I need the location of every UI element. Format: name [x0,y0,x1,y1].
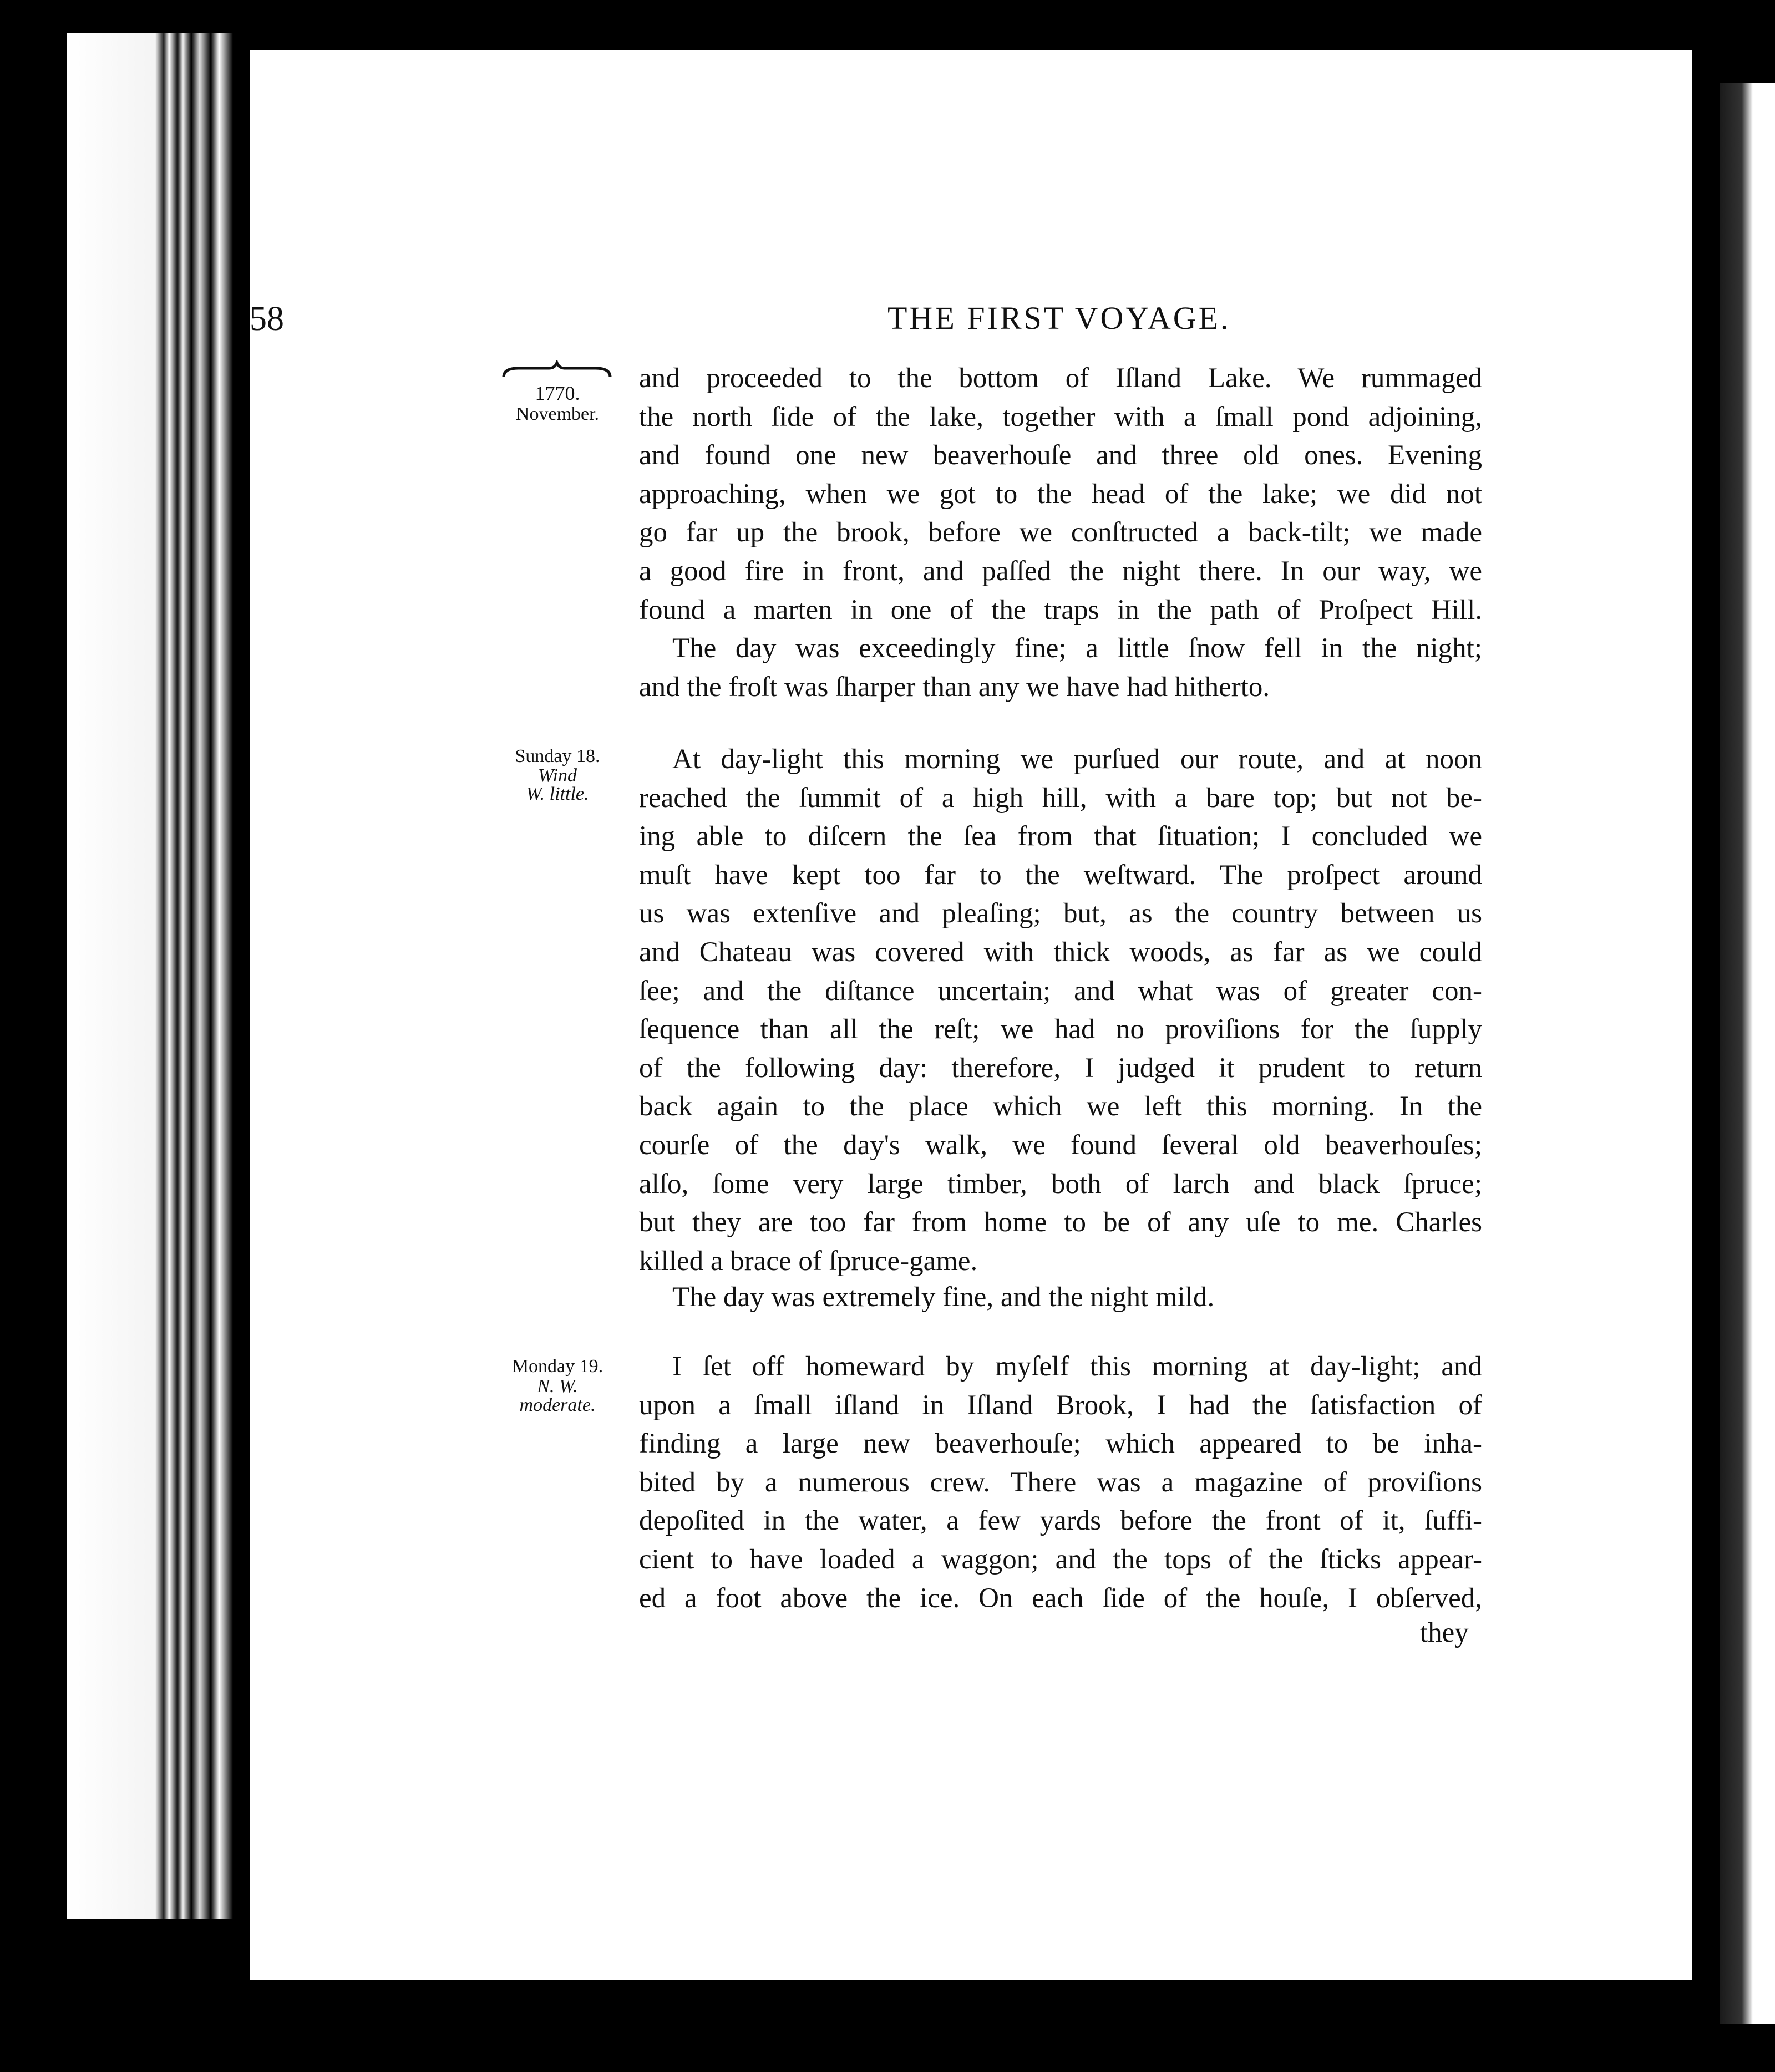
text-line: reached the ſummit of a high hill, with a bare top; but not be- [639,782,1482,814]
text-line: a good fire in front, and paſſed the night there. In our way, we [639,555,1482,587]
paragraph-5 [639,1348,1482,1618]
catchword: they [1420,1617,1469,1648]
book-page-edges [67,33,250,1919]
running-title: THE FIRST VOYAGE. [888,300,1231,336]
text-line: cient to have loaded a waggon; and the tops of the ſticks appear- [639,1543,1482,1575]
text-line: go far up the brook, before we conſtructed a back-tilt; we made [639,517,1482,549]
page-number: 58 [250,300,284,338]
date-brace [501,360,612,383]
text-line: the north ſide of the lake, together with a ſmall pond adjoining, [639,401,1482,433]
text-line: I ſet off homeward by myſelf this morning at day-light; and [672,1351,1482,1382]
margin-monday-wind-strength: moderate. [519,1395,596,1415]
text-line: of the following day: therefore, I judged it prudent to return [639,1052,1482,1084]
text-line: ed a foot above the ice. On each ſide of the houſe, I obſerved, [639,1582,1482,1614]
text-line: muſt have kept too far to the weſtward. The proſpect around [639,859,1482,891]
text-line: depoſited in the water, a few yards before the front of it, ſuffi- [639,1505,1482,1537]
paragraph-1 [639,359,1482,629]
margin-note-date [499,383,616,425]
text-line: and Chateau was covered with thick woods, as far as we could [639,936,1482,968]
text-line: alſo, ſome very large timber, both of larch and black ſpruce; [639,1168,1482,1200]
margin-sunday-date: Sunday 18. [515,746,600,766]
paragraph-4 [639,1278,1482,1317]
margin-monday-date: Monday 19. [511,1356,604,1377]
margin-sunday-wind: W. little. [526,784,589,804]
paragraph-2 [639,629,1482,707]
text-line: The day was extremely fine, and the night mild. [672,1282,1215,1313]
margin-note-monday [499,1356,616,1415]
text-line: and proceeded to the bottom of Iſland Lake. We rummaged [639,363,1482,394]
text-line: ſee; and the diſtance uncertain; and what was of greater con- [639,975,1482,1007]
page-header [250,299,1248,344]
text-line: us was extenſive and pleaſing; but, as the country between us [639,898,1482,930]
text-line: but they are too far from home to be of any uſe to me. Charles [639,1207,1482,1238]
paragraph-3 [639,740,1482,1281]
text-line: ſequence than all the reſt; we had no proviſions for the ſupply [639,1014,1482,1045]
text-line: finding a large new beaverhouſe; which appeared to be inha- [639,1428,1482,1460]
text-line: back again to the place which we left this morning. In the [639,1091,1482,1123]
facing-page-edge [1720,83,1775,2024]
margin-sunday-wind-label: Wind [538,765,577,786]
text-line: The day was exceedingly fine; a little ſnow fell in the night; [672,633,1482,664]
text-line: At day-light this morning we purſued our route, and at noon [672,744,1482,775]
text-line: ing able to diſcern the ſea from that ſituation; I concluded we [639,821,1482,852]
margin-note-sunday [499,746,616,804]
text-line: and found one new beaverhouſe and three old ones. Evening [639,440,1482,471]
text-line: upon a ſmall iſland in Iſland Brook, I had the ſatisfaction of [639,1389,1482,1421]
margin-year: 1770. [535,382,580,404]
text-line: approaching, when we got to the head of the lake; we did not [639,478,1482,510]
text-line: bited by a numerous crew. There was a magazine of proviſions [639,1466,1482,1498]
text-line: and the froſt was ſharper than any we have had hitherto. [639,671,1270,703]
text-line: courſe of the day's walk, we found ſeveral old beaverhouſes; [639,1129,1482,1161]
margin-month: November. [515,404,600,424]
margin-monday-wind: N. W. [537,1376,578,1396]
text-line: found a marten in one of the traps in the path of Proſpect Hill. [639,594,1482,626]
text-line: killed a brace of ſpruce-game. [639,1245,978,1277]
